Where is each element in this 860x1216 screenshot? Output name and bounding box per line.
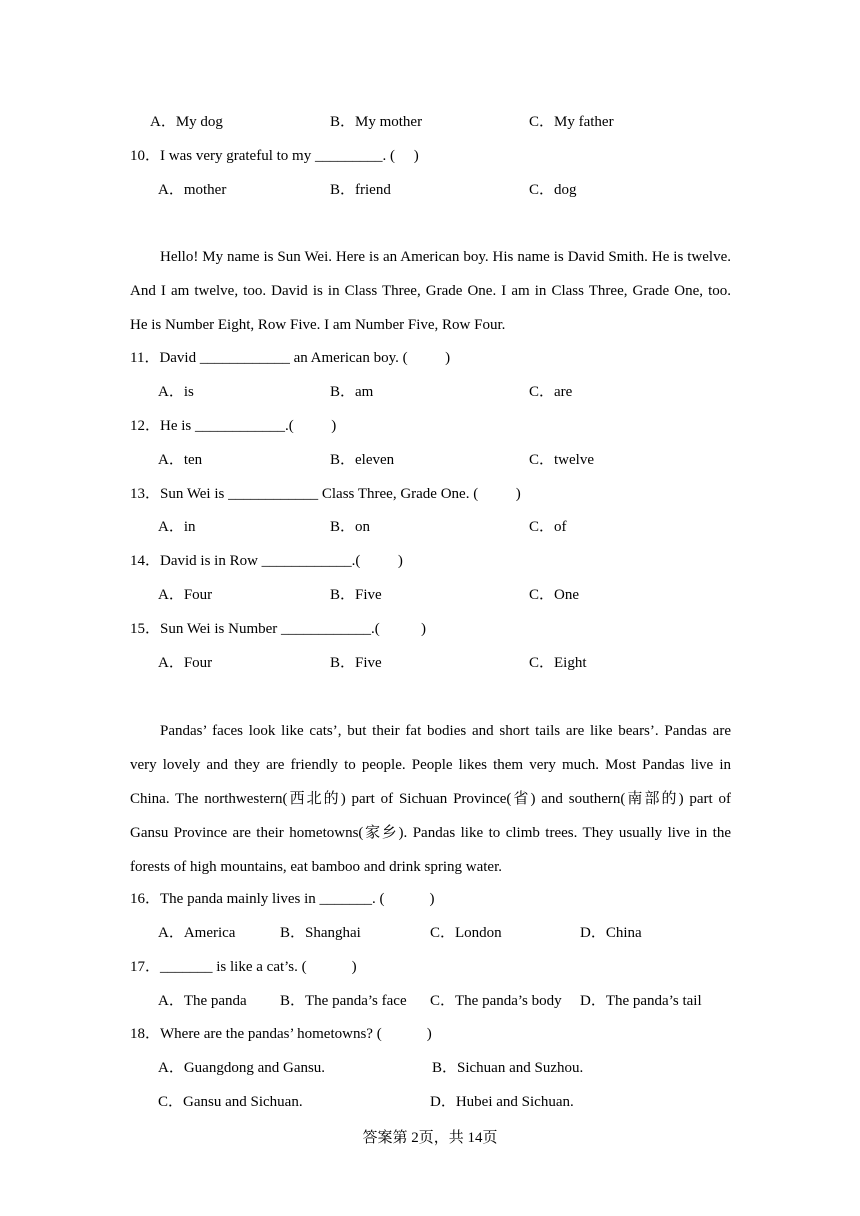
q10-option-a: A．mother: [158, 182, 227, 198]
passage-1-line: And I am twelve, too. David is in Class Three, Grade One. I am in Class Three, Grade One, too.: [130, 283, 731, 299]
q16-option-c: C．London: [430, 925, 502, 941]
passage-2-line: Pandas’ faces look like cats’, but their fat bodies and short tails are like bears’. Pandas are: [160, 723, 731, 739]
question-18-stem: 18．Where are the pandas’ hometowns? ( ): [130, 1026, 432, 1042]
q12-option-a: A．ten: [158, 452, 203, 468]
passage-1-line: Hello! My name is Sun Wei. Here is an American boy. His name is David Smith. He is twelve.: [160, 249, 731, 265]
q9-option-c: C．My father: [529, 114, 614, 130]
q13-option-c: C．of: [529, 519, 567, 535]
question-14-stem: 14．David is in Row ____________.( ): [130, 553, 403, 569]
q18-option-b: B．Sichuan and Suzhou.: [432, 1060, 584, 1076]
reading-passage-2: [130, 714, 731, 884]
question-17-stem: 17．_______ is like a cat’s. ( ): [130, 959, 357, 975]
q17-option-b: B．The panda’s face: [280, 993, 407, 1009]
q18-option-a: A．Guangdong and Gansu.: [158, 1060, 326, 1076]
q12-option-c: C．twelve: [529, 452, 594, 468]
q15-option-b: B．Five: [330, 655, 382, 671]
q11-option-b: B．am: [330, 384, 374, 400]
q17-option-d: D．The panda’s tail: [580, 993, 702, 1009]
q15-option-c: C．Eight: [529, 655, 587, 671]
q12-option-b: B．eleven: [330, 452, 395, 468]
q9-option-b: B．My mother: [330, 114, 423, 130]
q18-option-c: C．Gansu and Sichuan.: [158, 1094, 303, 1110]
q11-option-a: A．is: [158, 384, 194, 400]
passage-1-line: He is Number Eight, Row Five. I am Number Five, Row Four.: [130, 317, 506, 333]
passage-2-line: China. The northwestern(西北的) part of Sichuan Province(省) and southern(南部的) part of: [130, 791, 731, 807]
q15-option-a: A．Four: [158, 655, 213, 671]
q16-option-a: A．America: [158, 925, 236, 941]
question-12-stem: 12．He is ____________.( ): [130, 418, 337, 434]
q10-option-b: B．friend: [330, 182, 391, 198]
question-11-stem: 11．David ____________ an American boy. ( ): [130, 350, 451, 366]
q13-option-b: B．on: [330, 519, 371, 535]
q14-option-c: C．One: [529, 587, 579, 603]
q11-option-c: C．are: [529, 384, 573, 400]
passage-2-line: very lovely and they are friendly to people. People likes them very much. Most Pandas live in: [130, 757, 731, 773]
q9-option-a: A．My dog: [150, 114, 223, 130]
q10-option-c: C．dog: [529, 182, 577, 198]
page-footer: 答案第 2页，共 14页: [362, 1130, 498, 1146]
q18-option-d: D．Hubei and Sichuan.: [430, 1094, 574, 1110]
question-15-stem: 15．Sun Wei is Number ____________.( ): [130, 621, 427, 637]
q16-option-b: B．Shanghai: [280, 925, 361, 941]
question-13-stem: 13．Sun Wei is ____________ Class Three, Grade One. ( ): [130, 486, 521, 502]
q17-option-c: C．The panda’s body: [430, 993, 562, 1009]
passage-2-line: forests of high mountains, eat bamboo and drink spring water.: [130, 859, 503, 875]
question-16-stem: 16．The panda mainly lives in _______. ( ): [130, 891, 435, 907]
q14-option-b: B．Five: [330, 587, 382, 603]
q17-option-a: A．The panda: [158, 993, 247, 1009]
q13-option-a: A．in: [158, 519, 196, 535]
reading-passage-1: [130, 240, 731, 342]
question-10-stem: 10．I was very grateful to my _________. ( ): [130, 148, 419, 164]
passage-2-line: Gansu Province are their hometowns(家乡). Pandas like to climb trees. They usually live in the: [130, 825, 731, 841]
q16-option-d: D．China: [580, 925, 642, 941]
q14-option-a: A．Four: [158, 587, 213, 603]
